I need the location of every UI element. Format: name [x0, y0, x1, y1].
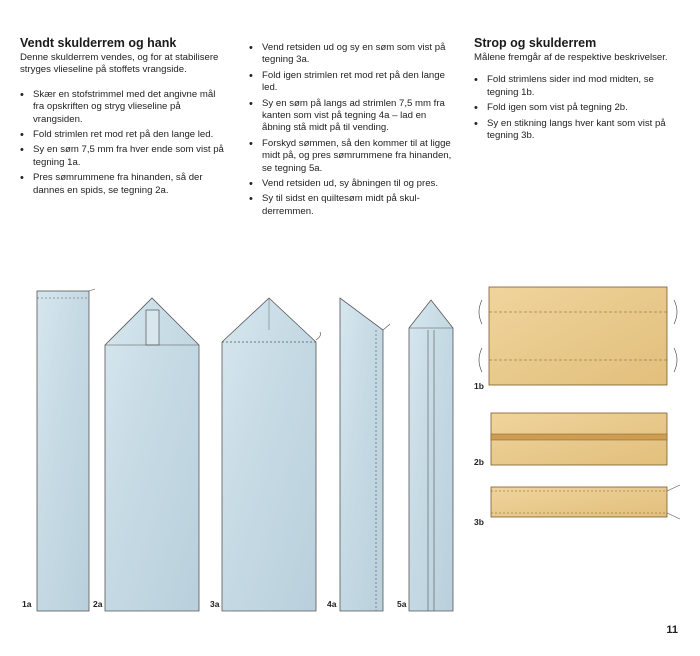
- section-heading-strap: Strop og skulderrem: [474, 36, 597, 50]
- list-item: • Sy en stikning langs hver kant som vist på tegning 3b.: [474, 118, 684, 143]
- figure-label-3b: 3b: [474, 517, 484, 527]
- list-item: • Sy en søm på langs ad strimlen 7,5 mm fra kanten som vist på tegning 4a – lad en åbning stå midt på til vending.: [249, 98, 454, 135]
- figure-label-2b: 2b: [474, 457, 484, 467]
- figure-1a-folded-strip: [37, 289, 95, 611]
- figure-1b-sides-folded: [479, 287, 677, 385]
- figure-label-1a: 1a: [22, 599, 32, 609]
- figure-label-5a: 5a: [397, 599, 407, 609]
- figure-3a-turned-point: [222, 298, 321, 611]
- list-item: • Fold strimlen ret mod ret på den lange led.: [20, 129, 224, 141]
- figure-label-2a: 2a: [93, 599, 103, 609]
- section-heading-turned-strap: Vendt skulderrem og hank: [20, 36, 177, 50]
- list-item: • Fold igen som vist på tegning 2b.: [474, 102, 684, 114]
- figure-5a-centered-seam: [409, 300, 453, 611]
- list-item: • Skær en stofstrimmel med det angivne mål fra opskriften og stryg vlieseline på vrangsiden.: [20, 89, 224, 126]
- figure-4a-long-seam: [340, 298, 390, 611]
- list-item: • Vend retsiden ud og sy en søm som vist på tegning 3a.: [249, 42, 454, 67]
- figure-2a-pointed-end: [105, 298, 199, 611]
- figure-2b-folded-again: [491, 413, 667, 465]
- intro-text: Denne skulderrem vendes, og for at stabilisere stryges vlieseline på stoffets vrangside.: [20, 52, 219, 76]
- list-item: • Pres sømrummene fra hinanden, så der dannes en spids, se tegning 2a.: [20, 172, 224, 197]
- list-item: • Sy til sidst en quiltesøm midt på skulderremmen.: [249, 193, 454, 218]
- list-item: • Fold igen strimlen ret mod ret på den lange led.: [249, 70, 454, 95]
- figure-3b-edge-stitched: [491, 485, 680, 519]
- figure-label-1b: 1b: [474, 381, 484, 391]
- figure-label-4a: 4a: [327, 599, 337, 609]
- list-item: • Sy en søm 7,5 mm fra hver ende som vist på tegning 1a.: [20, 144, 224, 169]
- figure-label-3a: 3a: [210, 599, 220, 609]
- list-item: • Vend retsiden ud, sy åbningen til og pres.: [249, 178, 454, 190]
- list-item: • Fold strimlens sider ind mod midten, se tegning 1b.: [474, 74, 684, 99]
- intro-text: Målene fremgår af de respektive beskrivelser.: [474, 52, 668, 63]
- list-item: • Forskyd sømmen, så den kommer til at ligge midt på, og pres sømrummene fra hinanden, se tegning 5a.: [249, 138, 454, 175]
- page-number: 11: [666, 624, 678, 636]
